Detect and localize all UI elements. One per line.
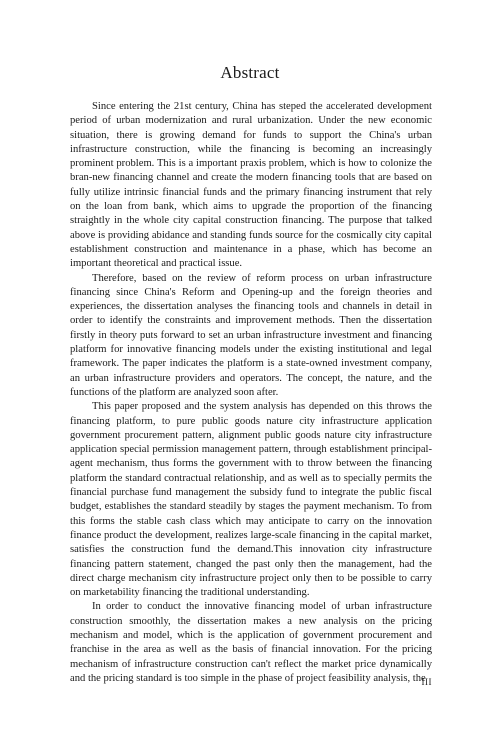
page-title: Abstract bbox=[220, 63, 280, 82]
paragraph-3: This paper proposed and the system analysis has depended on this throws the financing platform, to pure public goods nature city infrastructure application government procurement pattern, alignment public goods nature city infrastructure application special permission management pattern, through establishment principal-agent mechanism, thus forms the government with to throw between the financing platform the standard contractual relationship, and as well as to specially permits the financial purchase fund management the subsidy fund to integrate the public fiscal budget, establishes the standard steadily by stages the payment mechanism. To from this forms the stable cash class which may anticipate to carry on the innovation finance product the development, realizes large-scale financing in the capital market, satisfies the construction fund the demand.This innovation city infrastructure financing pattern statement, changed the past only then the management, had the direct charge mechanism city infrastructure project only then to be possible to carry on marketability financing the traditional understanding. bbox=[70, 401, 432, 599]
paragraph-2: Therefore, based on the review of reform process on urban infrastructure financing since China's Reform and Opening-up and the foreign theories and experiences, the dissertation analyses the financing tools and channels in detail in order to identify the constraints and improvement methods. Then the dissertation firstly in theory puts forward to set an urban infrastructure investment and financing platform for innovative financing models under the existing institutional and legal framework. The paper indicates the platform is a state-owned investment company, an urban infrastructure providers and operators. The concept, the nature, and the functions of the platform are analyzed soon after. bbox=[70, 272, 432, 398]
paragraph-4: In order to conduct the innovative financing model of urban infrastructure construction smoothly, the dissertation makes a new analysis on the pricing mechanism and model, which is the application of government procurement and franchise in the area as well as the basis of financial innovation. For the pricing mechanism of infrastructure construction can't reflect the market price dynamically and the pricing standard is too simple in the phase of project feasibility analysis, the bbox=[70, 601, 432, 684]
paragraph-1: Since entering the 21st century, China has steped the accelerated development period of urban modernization and rural urbanization. Under the new economic situation, there is growing demand for funds to support the China's urban infrastructure construction, while the financing is becoming an increasingly prominent problem. This is a important praxis problem, which is how to colonize the bran-new financing channel and create the modern financing tools that are based on fully utilize intrinsic financial funds and the primary financing instrument that rely on the loan from bank, which aims to upgrade the proportion of the financing straightly in the whole city capital construction financing. The purpose that talked above is providing abidance and standing funds source for the cosmically city capital establishment construction and maintenance in a phase, which has become an important theoretical and practical issue. bbox=[70, 101, 432, 270]
abstract-body bbox=[70, 100, 432, 686]
page-number: III bbox=[421, 677, 432, 687]
